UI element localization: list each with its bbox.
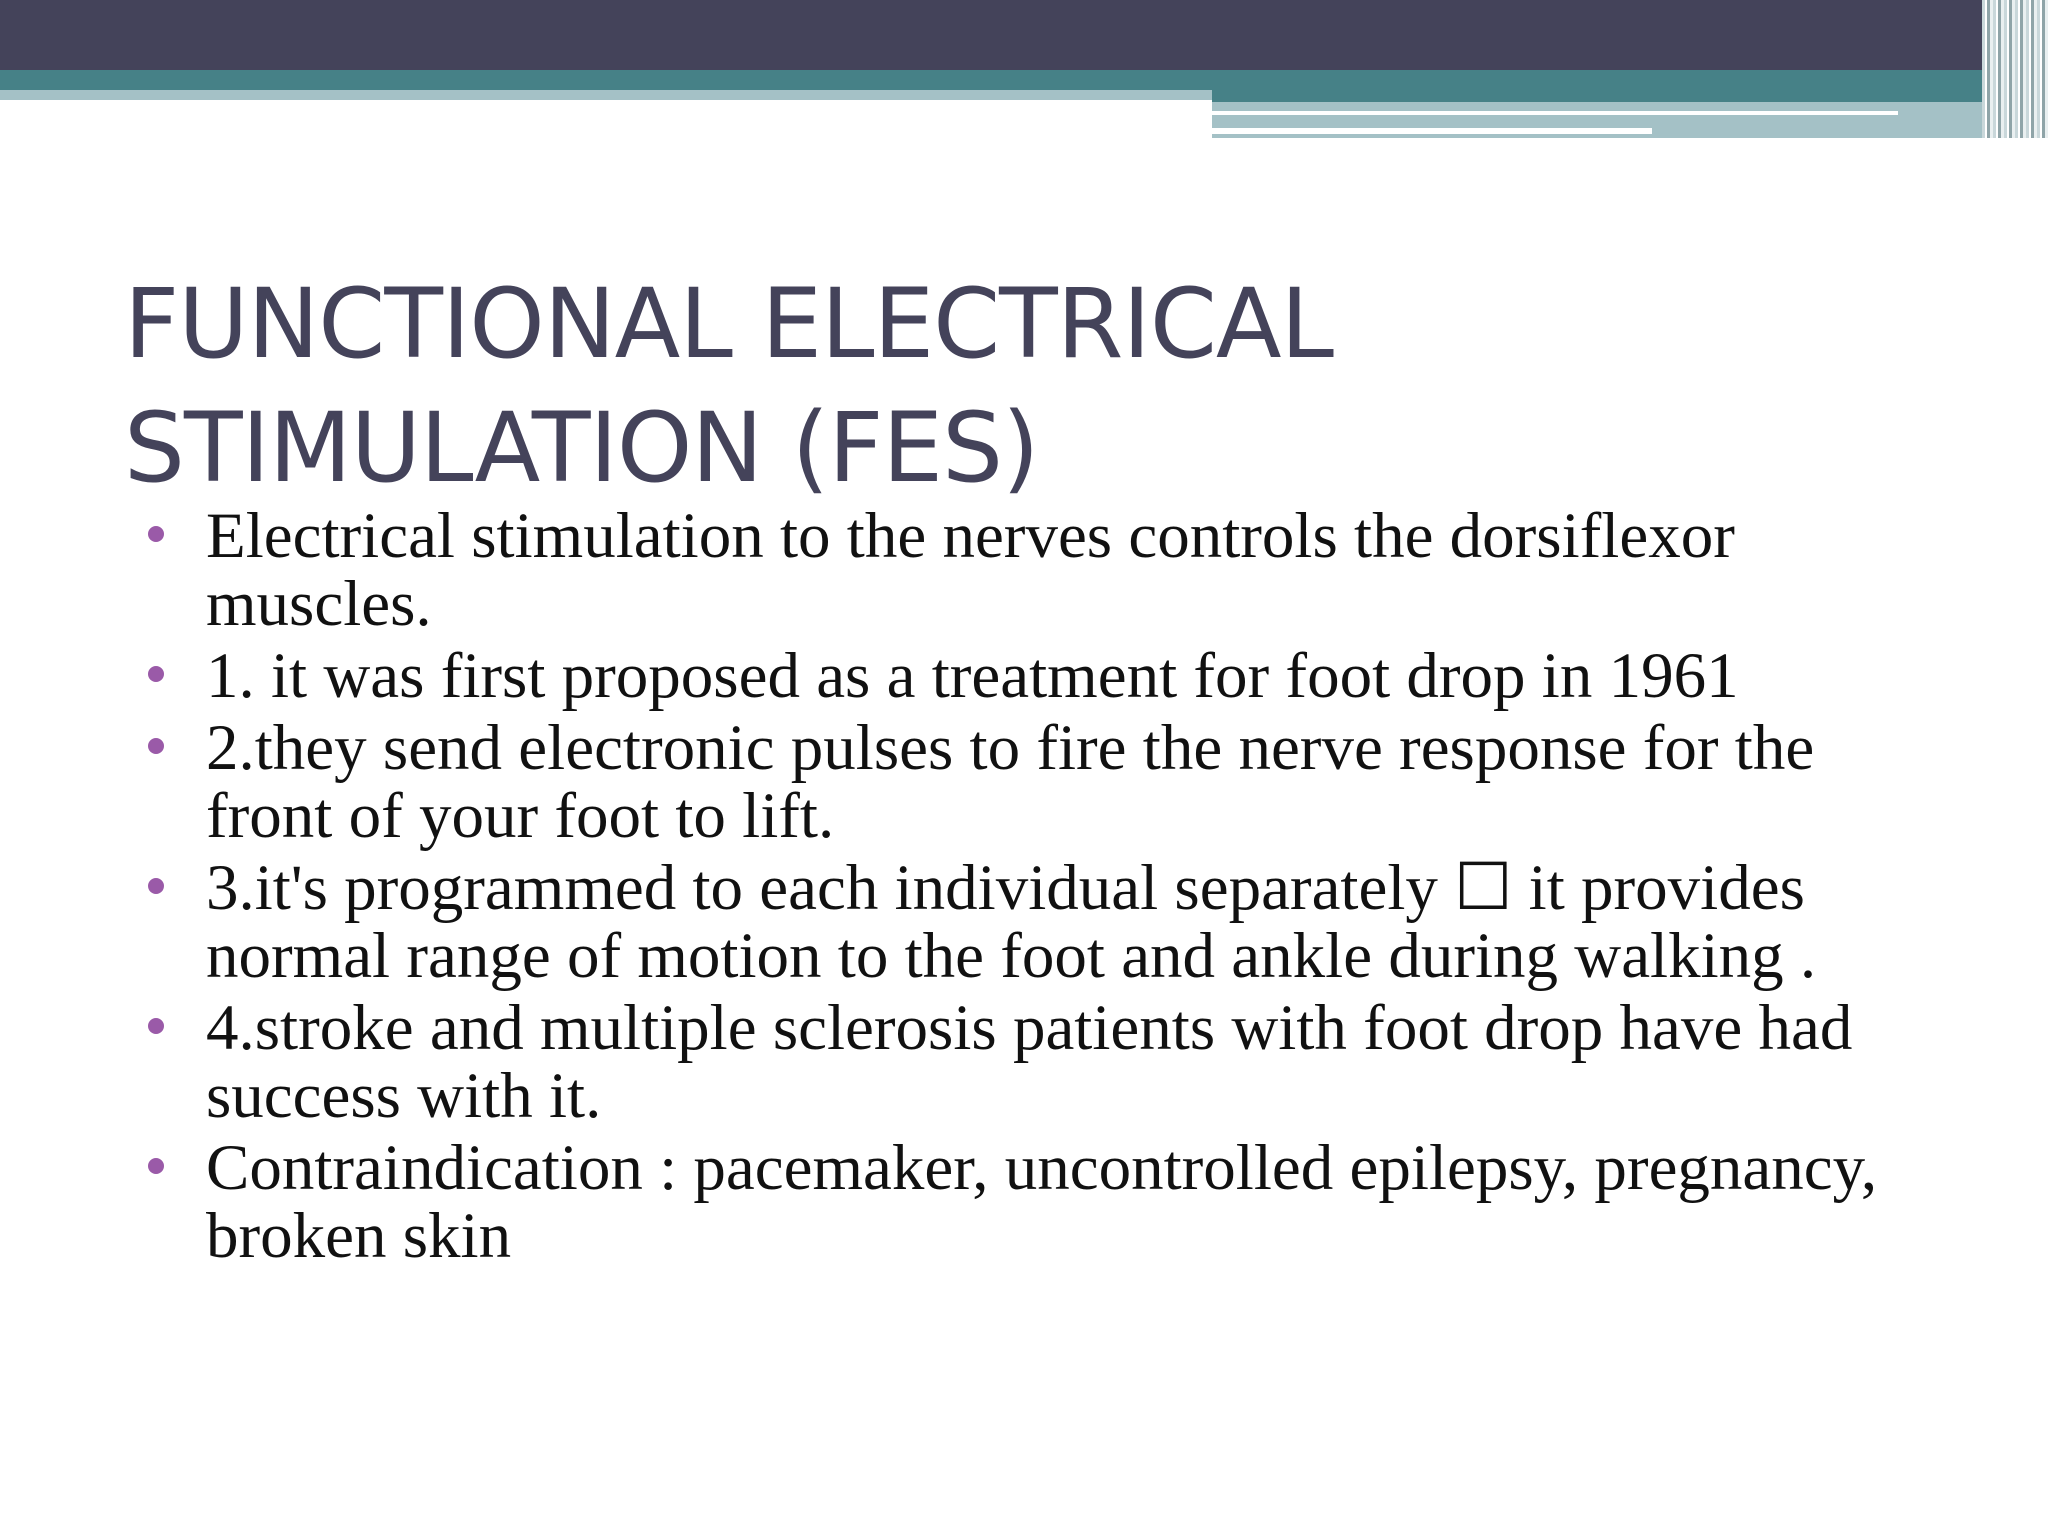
bullet-dot-icon (148, 738, 164, 754)
bullet-dot-icon (148, 1018, 164, 1034)
bullet-dot-icon (148, 526, 164, 542)
bullet-item (0, 994, 2048, 1130)
bullet-dot-icon (148, 878, 164, 894)
header-light-strip (0, 90, 1212, 100)
bullet-item (0, 854, 2048, 990)
header-bar (0, 0, 2048, 70)
bullet-item (0, 714, 2048, 850)
bullet-item (0, 502, 2048, 638)
slide-title: FUNCTIONAL ELECTRICAL STIMULATION (FES) (124, 268, 1333, 504)
header-divider-line (1212, 111, 1898, 115)
header-step-band (1212, 90, 2048, 102)
bullet-dot-icon (148, 1158, 164, 1174)
bullet-text: Contraindication : pacemaker, uncontrolled epilepsy, pregnancy, broken skin (206, 1132, 1878, 1272)
bullet-text: 2.they send electronic pulses to fire the nerve response for the front of your foot to lift. (206, 712, 1815, 852)
header-divider-line-short (1212, 128, 1652, 134)
bullet-list (0, 502, 2048, 1274)
header-stripe-decoration (1982, 0, 2048, 138)
bullet-text: 1. it was first proposed as a treatment for foot drop in 1961 (206, 640, 1739, 712)
bullet-item (0, 1134, 2048, 1270)
bullet-text: 4.stroke and multiple sclerosis patients with foot drop have had success with it. (206, 992, 1853, 1132)
header-accent-band (0, 70, 2048, 90)
bullet-item (0, 642, 2048, 710)
bullet-text: Electrical stimulation to the nerves controls the dorsiflexor muscles. (206, 500, 1735, 640)
bullet-text: 3.it's programmed to each individual separately ☐ it provides normal range of motion to the foot and ankle during walking . (206, 852, 1817, 992)
bullet-dot-icon (148, 666, 164, 682)
